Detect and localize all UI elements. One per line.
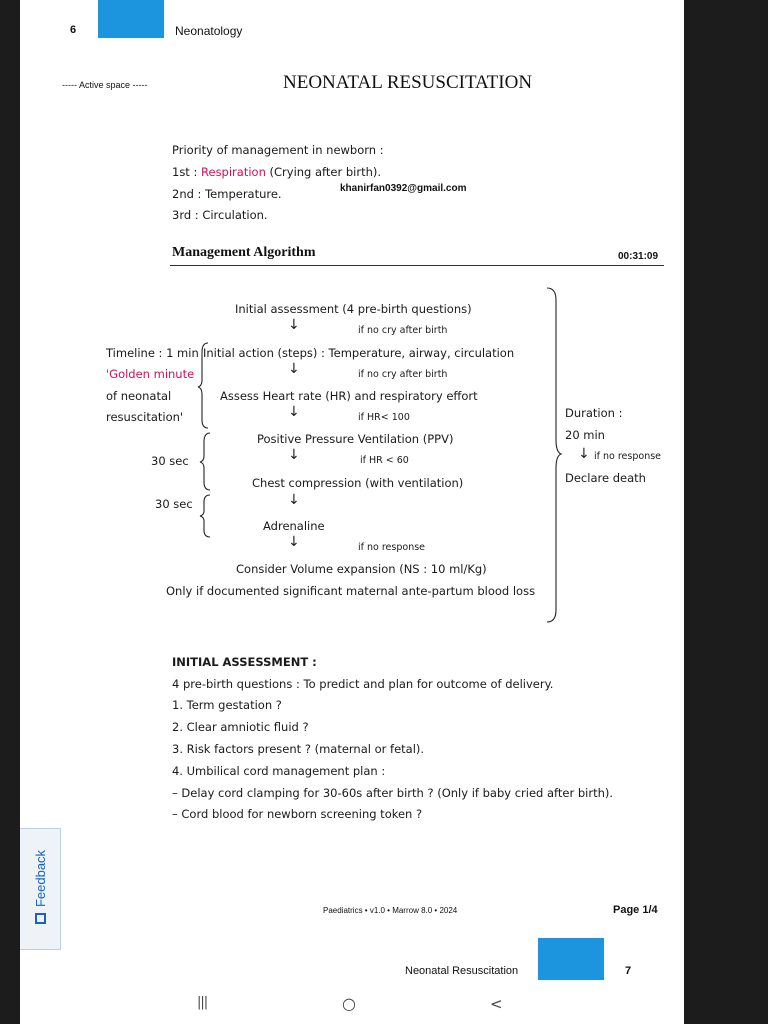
algo-cond-hr-60: if HR < 60 [360,455,409,466]
down-arrow-icon: ↓ [288,534,300,550]
algorithm-braces [20,0,684,1024]
golden-minute-label: 'Golden minute [106,367,195,381]
priority-first-highlight: Respiration [201,165,266,179]
brace-duration [547,288,561,622]
of-neonatal-label: of neonatal [106,389,172,403]
thirty-sec-label-2: 30 sec [155,497,193,511]
active-space-label: ----- Active space ----- [62,80,148,90]
question-risk-factors: 3. Risk factors present ? (maternal or fetal). [172,742,425,756]
algo-step-adrenaline: Adrenaline [263,519,325,533]
section-title: Management Algorithm [172,245,316,260]
down-arrow-icon: ↓ [288,404,300,420]
algo-step-assess-hr: Assess Heart rate (HR) and respiratory effort [220,389,478,403]
bullet-cord-blood: – Cord blood for newborn screening token ? [172,807,423,821]
document-page [20,0,684,1024]
algo-step-initial-action: Initial action (steps) : Temperature, airway, circulation [203,346,515,360]
footer-meta: Paediatrics • v1.0 • Marrow 8.0 • 2024 [323,906,458,915]
algo-cond-no-cry-2: if no cry after birth [358,369,448,380]
feedback-square-icon [35,913,46,924]
declare-death-label: Declare death [565,471,646,485]
next-page-number: 7 [625,965,632,977]
initial-assessment-heading: INITIAL ASSESSMENT : [172,655,317,669]
back-button[interactable]: < [490,995,503,1013]
thirty-sec-label-1: 30 sec [151,454,189,468]
brace-30sec-2 [200,495,210,537]
bullet-delay-clamping: – Delay cord clamping for 30-60s after birth ? (Only if baby cried after birth). [172,786,614,800]
feedback-tab[interactable] [20,828,61,950]
algo-step-chest-compression: Chest compression (with ventilation) [252,476,464,490]
timeline-label: Timeline : 1 min [106,346,199,360]
brace-30sec-1 [200,433,210,490]
priority-heading: Priority of management in newborn : [172,143,384,157]
algo-cond-hr-100: if HR< 100 [358,412,410,423]
priority-first-prefix: 1st : [172,165,202,179]
footer-page: Page 1/4 [613,904,658,916]
recent-apps-button[interactable]: ||| [197,995,208,1010]
email-watermark: khanirfan0392@gmail.com [340,183,467,194]
priority-second: 2nd : Temperature. [172,187,282,201]
down-arrow-icon: ↓ [288,492,300,508]
brace-timeline [198,343,208,428]
algo-cond-no-response: if no response [358,542,426,553]
page-title: NEONATAL RESUSCITATION [283,72,533,93]
algo-step-ppv: Positive Pressure Ventilation (PPV) [257,432,454,446]
down-arrow-icon: ↓ [288,361,300,377]
page-number: 6 [70,24,77,36]
priority-third: 3rd : Circulation. [172,208,268,222]
question-term-gestation: 1. Term gestation ? [172,698,282,712]
feedback-label: Feedback [32,849,48,908]
next-page-title: Neonatal Resuscitation [405,965,519,977]
algo-step-volume-note: Only if documented significant maternal ante-partum blood loss [166,584,536,598]
home-button[interactable]: ○ [342,994,356,1013]
algo-cond-no-cry-1: if no cry after birth [358,325,448,336]
right-if-no-response: if no response [594,451,662,462]
down-arrow-icon: ↓ [288,447,300,463]
feedback-rotated [30,829,50,945]
duration-label: Duration : [565,406,623,420]
next-page-tab-marker [538,938,604,980]
resuscitation-label: resuscitation' [106,410,184,424]
twenty-min-label: 20 min [565,428,605,442]
priority-first-rest: (Crying after birth). [265,165,382,179]
algo-step-volume-expansion: Consider Volume expansion (NS : 10 ml/Kg) [236,562,487,576]
algo-step-initial-assessment: Initial assessment (4 pre-birth questions) [235,302,472,316]
question-cord-plan: 4. Umbilical cord management plan : [172,764,386,778]
initial-assessment-intro: 4 pre-birth questions : To predict and plan for outcome of delivery. [172,677,554,691]
chapter-title: Neonatology [175,24,243,38]
down-arrow-icon: ↓ [288,317,300,333]
timer-readout: 00:31:09 [618,251,659,262]
down-arrow-icon: ↓ [578,446,590,462]
question-amniotic-fluid: 2. Clear amniotic fluid ? [172,720,309,734]
